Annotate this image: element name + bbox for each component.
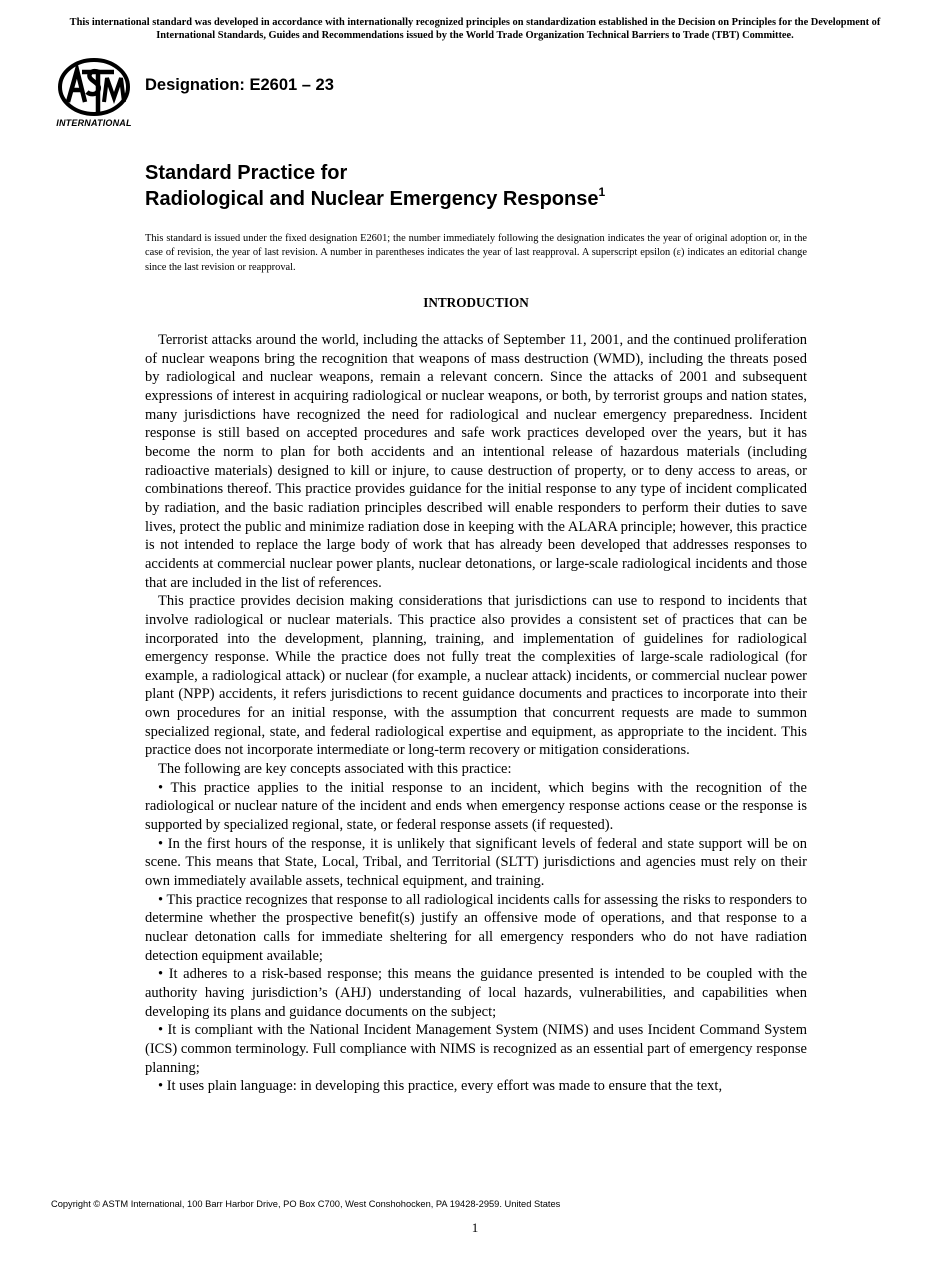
development-notice: This international standard was developed in accordance with internationally recognized principles on standardization established in the Decision on Principles for the Development of International Standards, Guides and Recommendations issued by the World Trade Organization Technical Barriers to Trade (TBT) Committee. (69, 17, 881, 41)
title-main: Radiological and Nuclear Emergency Response (145, 188, 599, 210)
document-title (145, 160, 845, 212)
key-concept-bullet: • This practice recognizes that response to all radiological incidents calls for assessing the risks to responders to determine whether the prospective benefit(s) justify an offensive mode of operations, and that response to a nuclear detonation calls for immediate sheltering for all emergency responders who do not have radiation detection equipment available; (145, 891, 807, 964)
introduction-body (145, 331, 807, 1096)
intro-paragraph: The following are key concepts associated with this practice: (158, 761, 512, 778)
key-concept-bullet: • It is compliant with the National Incident Management System (NIMS) and uses Incident Command System (ICS) common terminology. Full compliance with NIMS is recognized as an essential part of emergency response planning; (145, 1022, 807, 1076)
page-number: 1 (471, 1220, 479, 1235)
designation: Designation: E2601 – 23 (145, 76, 334, 94)
intro-paragraph: This practice provides decision making considerations that jurisdictions can use to respond to incidents that involve radiological or nuclear materials. This practice also provides a consistent set of practices that can be incorporated into the development, planning, training, and implementation of guidelines for radiological emergency response. While the practice does not fully treat the complexities of large-scale radiological (for example, a radiological attack) or nuclear (for example, a nuclear attack) incidents, or commercial nuclear power plant (NPP) accidents, it refers jurisdictions to recent guidance documents and practices to incorporate into their own procedures for an initial response, with the assumption that concurrent requests are made to summon specialized regional, state, and federal radiological expertise and equipment, as appropriate to the incident. This practice does not incorporate intermediate or long-term recovery or mitigation considerations. (145, 593, 807, 759)
standard-issue-note: This standard is issued under the fixed designation E2601; the number immediately following the designation indicates the year of original adoption or, in the case of revision, the year of last revision. A number in parentheses indicates the year of last reapproval. A superscript epsilon (ε) indicates an editorial change since the last revision or reapproval. (145, 233, 807, 273)
key-concept-bullet: • In the first hours of the response, it is unlikely that significant levels of federal and state support will be on scene. This means that State, Local, Tribal, and Territorial (SLTT) jurisdictions and agencies must rely on their own immediately available assets, technical equipment, and training. (145, 835, 807, 890)
title-line-1: Standard Practice for (145, 162, 348, 184)
astm-emblem-icon (54, 58, 134, 116)
logo-international-text: INTERNATIONAL (56, 118, 132, 128)
key-concept-bullet: • This practice applies to the initial response to an incident, which begins with the recognition of the radiological or nuclear nature of the incident and ends when emergency response actions cease or the response is supported by specialized regional, state, or federal response assets (if requested). (145, 779, 807, 834)
astm-logo (54, 58, 134, 132)
introduction-heading: INTRODUCTION (423, 295, 529, 310)
key-concept-bullet: • It uses plain language: in developing this practice, every effort was made to ensure that the text, (158, 1078, 723, 1095)
intro-paragraph: Terrorist attacks around the world, including the attacks of September 11, 2001, and the continued proliferation of nuclear weapons bring the recognition that weapons of mass destruction (WMD), including the threats posed by radiological and nuclear weapons, remain a relevant concern. Since the attacks of 2001 and subsequent expressions of interest in acquiring radiological or nuclear weapons, or both, by terrorist groups and nation states, many jurisdictions have recognized the need for radiological and nuclear emergency preparedness. Incident response is still based on accepted procedures and safe work practices developed over the years, but it has become the norm to plan for both accidents and an intentional release of hazardous materials (including radioactive materials) designed to kill or injure, to cause destruction of property, or to deny access to areas, or combinations thereof. This practice provides guidance for the initial response to any type of incident complicated by radiation, and the basic radiation principles described will enable responders to perform their duties to save lives, protect the public and minimize radiation dose in keeping with the ALARA principle; however, this practice is not intended to replace the large body of work that has already been developed that addresses responses to accidents at commercial nuclear power plants, nuclear detonations, or large-scale radiological incidents and those that are included in the list of references. (145, 332, 807, 591)
copyright-footer: Copyright © ASTM International, 100 Barr Harbor Drive, PO Box C700, West Conshohocken, PA 19428-2959. United States (51, 1199, 561, 1209)
title-footnote-ref: 1 (598, 185, 606, 199)
key-concept-bullet: • It adheres to a risk-based response; this means the guidance presented is intended to be coupled with the authority having jurisdiction’s (AHJ) understanding of local hazards, vulnerabilities, and capabilities when developing its plans and guidance documents on the subject; (145, 966, 807, 1020)
title-line-2 (145, 186, 845, 212)
